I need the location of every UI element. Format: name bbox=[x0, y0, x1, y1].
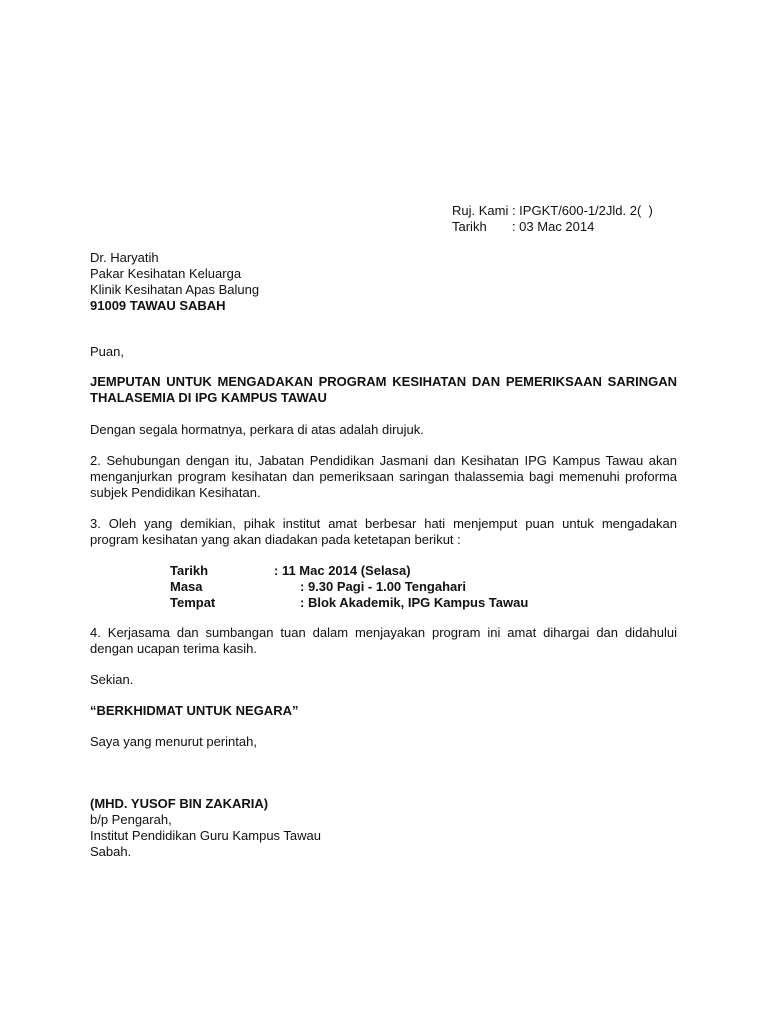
recipient-city: 91009 TAWAU SABAH bbox=[90, 298, 226, 313]
recipient-name: Dr. Haryatih bbox=[90, 250, 159, 265]
letter-subject: JEMPUTAN UNTUK MENGADAKAN PROGRAM KESIHATAN DAN PEMERIKSAAN SARINGAN THALASEMIA DI IPG KAMPUS TAWAU bbox=[90, 374, 677, 405]
details-label: Masa bbox=[170, 579, 203, 594]
motto: “BERKHIDMAT UNTUK NEGARA” bbox=[90, 703, 299, 718]
details-value: : Blok Akademik, IPG Kampus Tawau bbox=[300, 595, 529, 610]
details-value: : 11 Mac 2014 (Selasa) bbox=[274, 563, 411, 578]
signatory-role: b/p Pengarah, bbox=[90, 812, 172, 827]
signatory-institution: Institut Pendidikan Guru Kampus Tawau bbox=[90, 828, 322, 843]
recipient-title: Pakar Kesihatan Keluarga bbox=[90, 266, 242, 281]
signature-block bbox=[90, 796, 677, 860]
reference-block bbox=[452, 203, 653, 235]
paragraph-4: 4. Kerjasama dan sumbangan tuan dalam menjayakan program ini amat dihargai dan didahului dengan ucapan terima kasih. bbox=[90, 625, 677, 656]
paragraph-2: 2. Sehubungan dengan itu, Jabatan Pendidikan Jasmani dan Kesihatan IPG Kampus Tawau akan menganjurkan program kesihatan dan pemeriksaan saringan thalassemia bagi memenuhi proforma subjek Pendidikan Kesihatan. bbox=[90, 453, 677, 500]
letter-date: Tarikh : 03 Mac 2014 bbox=[452, 219, 595, 234]
details-value: : 9.30 Pagi - 1.00 Tengahari bbox=[300, 579, 466, 594]
yours-line: Saya yang menurut perintah, bbox=[90, 734, 257, 749]
recipient-organization: Klinik Kesihatan Apas Balung bbox=[90, 282, 260, 297]
salutation: Puan, bbox=[90, 344, 124, 359]
signatory-state: Sabah. bbox=[90, 844, 132, 859]
signatory-name: (MHD. YUSOF BIN ZAKARIA) bbox=[90, 796, 269, 811]
closing: Sekian. bbox=[90, 672, 134, 687]
paragraph-1: Dengan segala hormatnya, perkara di atas adalah dirujuk. bbox=[90, 422, 424, 437]
details-label: Tarikh bbox=[170, 563, 209, 578]
paragraph-3: 3. Oleh yang demikian, pihak institut amat berbesar hati menjemput puan untuk mengadakan program kesihatan yang akan diadakan pada ketetapan berikut : bbox=[90, 516, 677, 547]
details-label: Tempat bbox=[170, 595, 216, 610]
recipient-address bbox=[90, 250, 677, 314]
reference-number: Ruj. Kami : IPGKT/600-1/2Jld. 2( ) bbox=[452, 203, 653, 218]
